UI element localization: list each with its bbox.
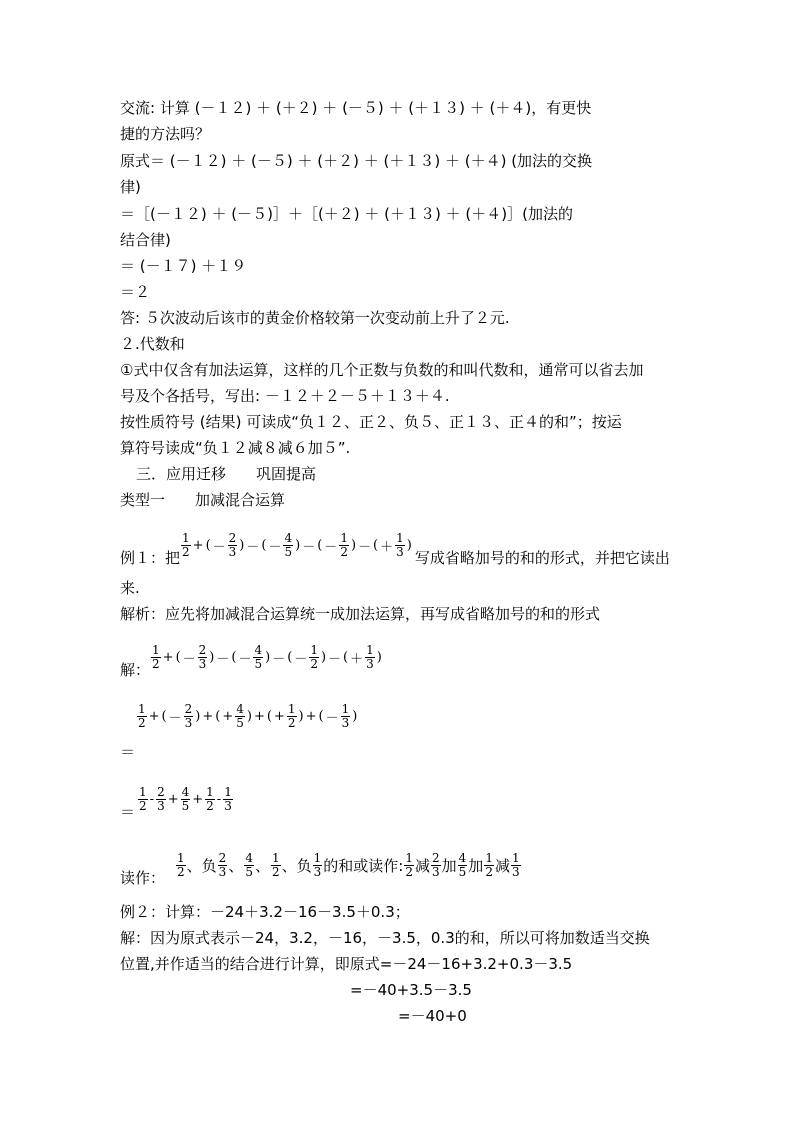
- analysis-line: 解析：应先将加减混合运算统一成加法运算，再写成省略加号的和的形式: [120, 605, 601, 623]
- text-line: 算符号读成“负１２减８减６加５”.: [120, 439, 351, 457]
- answer-line: 答: ５次波动后该市的黄金价格较第一次变动前上升了２元.: [120, 309, 510, 327]
- text-line: =－40+3.5－3.5: [350, 981, 472, 999]
- example-1-label: 例１：把: [120, 549, 181, 567]
- example-1-text: 写成省略加号的和的形式，并把它读出: [414, 549, 670, 567]
- text-line: 位置,并作适当的结合进行计算，即原式=－24－16+3.2+0.3－3.5: [120, 955, 573, 973]
- text-line: ＝ (－１７) ＋１９: [120, 257, 247, 275]
- equals-sign: ＝: [120, 743, 136, 761]
- solution-label: 解：: [120, 661, 151, 679]
- solution-row-2: $\frac{1}{2}$ + ( － $\frac{2}{3}$ ) + ( + $\frac{4}{5}$ ) + ( + $\frac{1}{2}$ ) + ( － $\frac{1}{3}$ ): [138, 701, 358, 730]
- text-line: 结合律): [120, 231, 171, 249]
- fraction: $\frac{1}{3}$: [396, 530, 404, 559]
- text-line: ①式中仅含有加法运算，这样的几个正数与负数的和叫代数和，通常可以省去加: [120, 361, 644, 379]
- fraction: $\frac{1}{2}$: [182, 530, 190, 559]
- solution-row-3: ＝ $\frac{1}{2}$ - $\frac{2}{3}$ + $\frac{4}{5}$ + $\frac{1}{2}$ - $\frac{1}{3}$: [120, 784, 232, 821]
- text-line: 来.: [120, 579, 140, 597]
- text-line: 律): [120, 178, 141, 196]
- example-2-line: 例２：计算：－24＋3.2－16－3.5＋0.3；: [120, 903, 410, 921]
- solution-row-1: 解： $\frac{1}{2}$ + ( － $\frac{2}{3}$ ) － ( － $\frac{4}{5}$ ) － ( － $\frac{1}{2}$ ) － ( ＋ $\frac{1}{3}$ ): [120, 642, 382, 679]
- reading-row: 读作： $\frac{1}{2}$ 、负 $\frac{2}{3}$ 、 $\frac{4}{5}$ 、 $\frac{1}{2}$ 、负 $\frac{1}{3}$ 的和或读作: $\frac{1}{2}$ 减 $\frac{2}{3}$ 加 $\frac{4}{5}$ 加 $\frac{1}{2}$ 减 $\frac{1}{3}$: [120, 850, 520, 887]
- text-line: =－40+0: [398, 1007, 467, 1025]
- fraction: $\frac{2}{3}$: [228, 530, 237, 559]
- text-line: 原式＝ (－１２) ＋ (－５) ＋ (＋２) ＋ (＋１３) ＋ (＋４) (加法的交换: [120, 152, 593, 170]
- type-heading: 类型一 加减混合运算: [120, 491, 286, 509]
- fraction: $\frac{4}{5}$: [284, 530, 293, 559]
- text-line: 交流: 计算 (－１２) ＋ (＋２) ＋ (－５) ＋ (＋１３) ＋ (＋４)，有更快: [120, 99, 592, 117]
- fraction: $\frac{1}{2}$: [340, 530, 348, 559]
- section-heading: ２.代数和: [120, 335, 185, 353]
- text-line: ＝［(－１２) ＋ (－５)］＋［(＋２) ＋ (＋１３) ＋ (＋４)］(加法的: [120, 205, 573, 223]
- text-line: ＝２: [120, 283, 151, 301]
- text-line: 号及个各括号，写出: －１２＋２－５＋１３＋４.: [120, 387, 450, 405]
- reading-label: 读作：: [120, 869, 166, 887]
- text-line: 捷的方法吗？: [120, 125, 211, 143]
- text-line: 按性质符号 (结果) 可读成“负１２、正２、负５、正１３、正４的和”；按运: [120, 413, 622, 431]
- text-line: 解：因为原式表示－24，3.2，－16，－3.5，0.3的和，所以可将加数适当交换: [120, 929, 650, 947]
- section-heading: 三．应用迁移 巩固提高: [136, 465, 317, 483]
- example-1-line: 例１：把 $\frac{1}{2}$ + ( － $\frac{2}{3}$ ) － ( － $\frac{4}{5}$ ) － ( － $\frac{1}{2}$ ) － ( ＋ $\frac{1}{3}$ ) 写成省略加号的和的形式，并把它读出: [120, 530, 670, 567]
